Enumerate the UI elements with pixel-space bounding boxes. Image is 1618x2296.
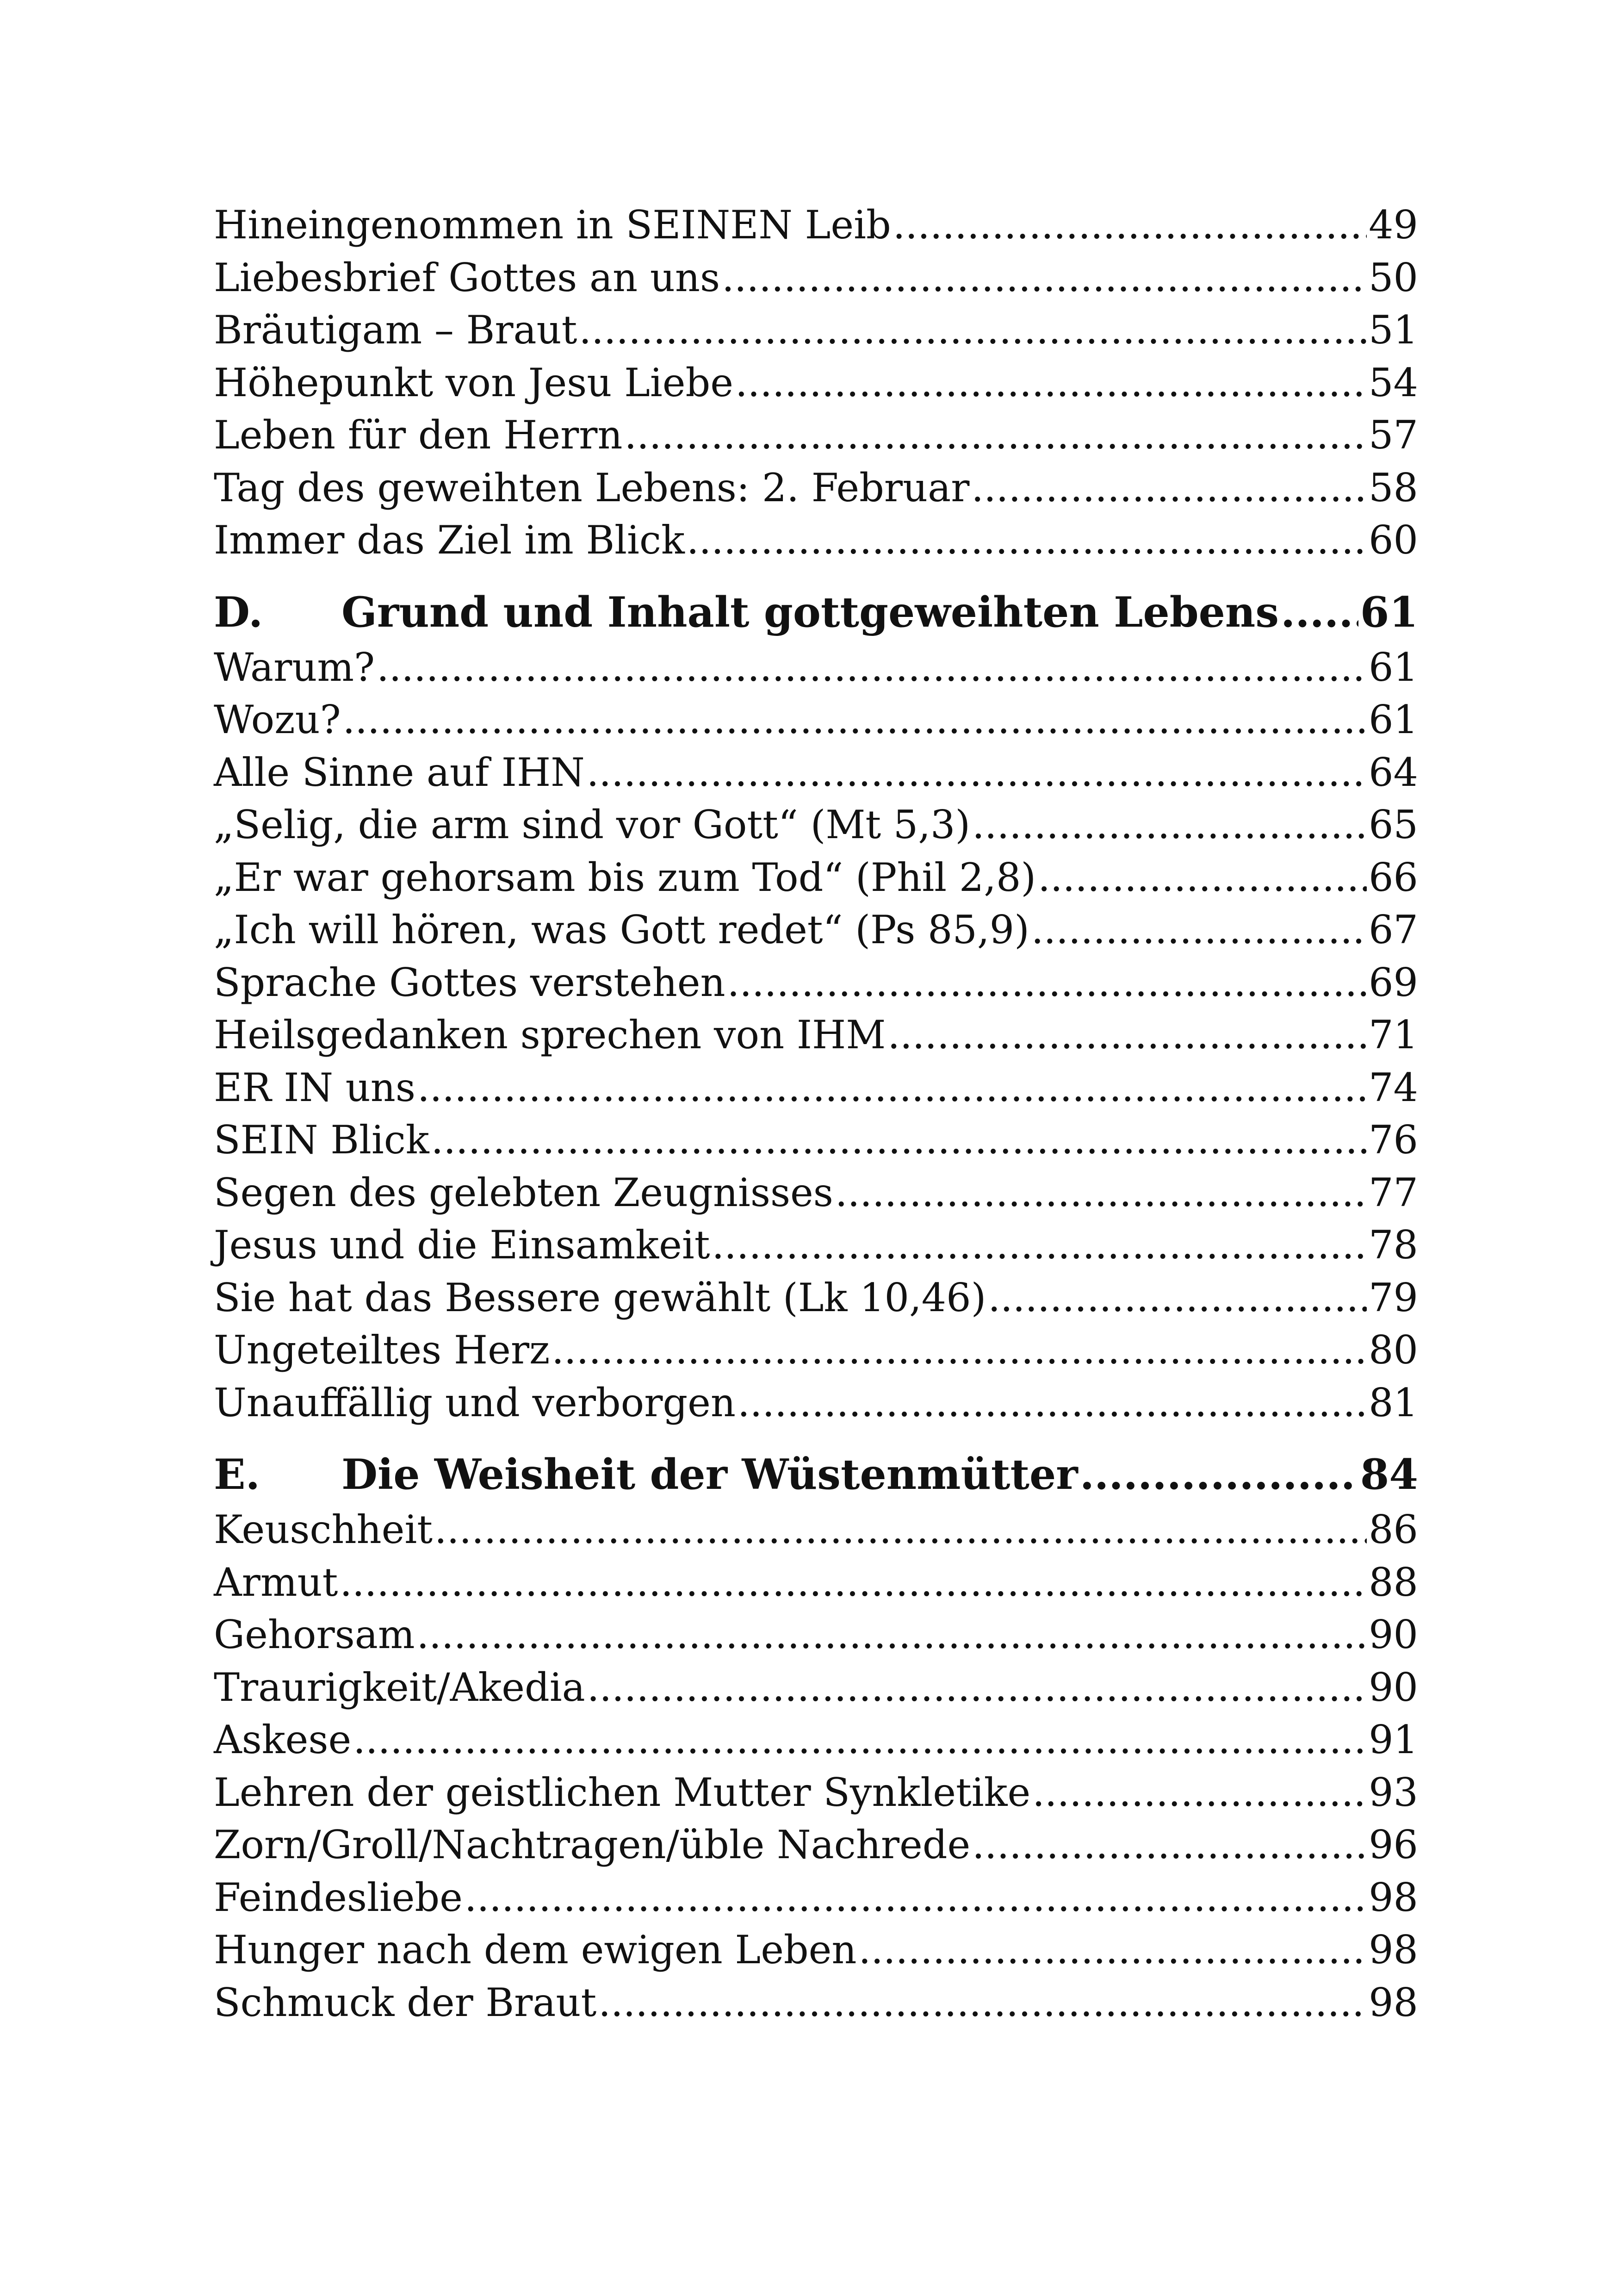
toc-dot-leader — [624, 409, 1367, 462]
toc-dot-leader — [722, 252, 1367, 305]
toc-entry-page: 76 — [1369, 1117, 1418, 1163]
toc-entry — [214, 904, 1418, 957]
toc-entry-page: 74 — [1369, 1064, 1418, 1110]
toc-entry-title: Ungeteiltes Herz — [214, 1327, 550, 1373]
section-title: Grund und Inhalt gottgeweihten Lebens — [341, 587, 1279, 637]
toc-entry-page: 50 — [1369, 255, 1418, 300]
toc-dot-leader — [1031, 904, 1367, 957]
toc-dot-leader — [465, 1872, 1367, 1924]
toc-entry-page: 78 — [1369, 1222, 1418, 1268]
toc-entry — [214, 1167, 1418, 1220]
toc-entry-page: 93 — [1369, 1769, 1418, 1815]
toc-entry-title: Traurigkeit/Akedia — [214, 1664, 585, 1710]
toc-entry-title: Alle Sinne auf IHN — [214, 749, 585, 795]
toc-dot-leader — [859, 1924, 1367, 1977]
toc-entry — [214, 252, 1418, 305]
toc-dot-leader — [598, 1977, 1367, 2029]
toc-entry — [214, 1714, 1418, 1767]
toc-entry — [214, 1819, 1418, 1872]
toc-entry — [214, 1272, 1418, 1325]
toc-entry-title: „Ich will hören, was Gott redet“ (Ps 85,9) — [214, 907, 1029, 952]
toc-entry-title: Lehren der geistlichen Mutter Synkletike — [214, 1769, 1031, 1815]
toc-entry — [214, 409, 1418, 462]
toc-dot-leader — [417, 1062, 1367, 1114]
toc-entry-title: Tag des geweihten Lebens: 2. Februar — [214, 465, 970, 510]
section-letter: E. — [214, 1450, 260, 1499]
toc-entry-page: 51 — [1369, 307, 1418, 353]
toc-dot-leader — [1281, 584, 1358, 641]
toc-entry — [214, 747, 1418, 799]
toc-entry-page: 69 — [1369, 959, 1418, 1005]
section-title: Die Weisheit der Wüstenmütter — [341, 1450, 1078, 1499]
toc-entry-title: Schmuck der Braut — [214, 1979, 597, 2025]
toc-entry — [214, 357, 1418, 410]
toc-entry — [214, 799, 1418, 852]
toc-dot-leader — [727, 957, 1367, 1009]
toc-entry — [214, 304, 1418, 357]
toc-entry-page: 79 — [1369, 1275, 1418, 1320]
toc-dot-leader — [893, 199, 1367, 252]
toc-entry-title: Immer das Ziel im Blick — [214, 517, 685, 563]
toc-entry-title: Hunger nach dem ewigen Leben — [214, 1927, 857, 1972]
toc-entry — [214, 694, 1418, 747]
toc-entry-title: Höhepunkt von Jesu Liebe — [214, 360, 733, 405]
toc-dot-leader — [1032, 1767, 1367, 1819]
toc-dot-leader — [712, 1219, 1367, 1272]
toc-dot-leader — [972, 799, 1367, 852]
toc-entry-page: 66 — [1369, 854, 1418, 900]
toc-entry-page: 64 — [1369, 749, 1418, 795]
toc-entry-page: 88 — [1369, 1559, 1418, 1605]
toc-entry — [214, 1324, 1418, 1377]
toc-entry — [214, 641, 1418, 694]
toc-entry-title: Hineingenommen in SEINEN Leib — [214, 202, 891, 248]
toc-entry-title: ER IN uns — [214, 1064, 415, 1110]
toc-dot-leader — [377, 641, 1367, 694]
toc-entry-page: 61 — [1369, 644, 1418, 690]
toc-dot-leader — [972, 1819, 1367, 1872]
toc-entry-title: Bräutigam – Braut — [214, 307, 577, 353]
toc-entry — [214, 1924, 1418, 1977]
toc-dot-leader — [431, 1114, 1367, 1167]
toc-entry-page: 96 — [1369, 1822, 1418, 1867]
toc-dot-leader — [343, 694, 1367, 747]
toc-entry-title: Wozu? — [214, 697, 341, 742]
toc-entry-title: Heilsgedanken sprechen von IHM — [214, 1012, 886, 1058]
toc-entry — [214, 1504, 1418, 1556]
toc-entry-title: Feindesliebe — [214, 1874, 463, 1920]
toc-entry-page: 81 — [1369, 1380, 1418, 1425]
table-of-contents — [214, 199, 1418, 2029]
toc-entry-page: 67 — [1369, 907, 1418, 952]
toc-dot-leader — [835, 1167, 1367, 1220]
toc-entry-title: Unauffällig und verborgen — [214, 1380, 736, 1425]
toc-entry-title: Sprache Gottes verstehen — [214, 959, 725, 1005]
toc-entry — [214, 852, 1418, 904]
toc-entry-title: „Er war gehorsam bis zum Tod“ (Phil 2,8) — [214, 854, 1036, 900]
toc-entry — [214, 1556, 1418, 1609]
toc-entry-title: Leben für den Herrn — [214, 412, 623, 458]
toc-entry-page: 71 — [1369, 1012, 1418, 1058]
toc-entry-title: Zorn/Groll/Nachtragen/üble Nachrede — [214, 1822, 971, 1867]
toc-entry-title: Warum? — [214, 644, 375, 690]
toc-entry — [214, 1872, 1418, 1924]
toc-entry-page: 54 — [1369, 360, 1418, 405]
toc-entry — [214, 1767, 1418, 1819]
toc-entry-page: 49 — [1369, 202, 1418, 248]
toc-entry-title: Askese — [214, 1717, 352, 1762]
toc-entry-page: 61 — [1369, 697, 1418, 742]
toc-entry-page: 98 — [1369, 1874, 1418, 1920]
toc-entry — [214, 514, 1418, 567]
toc-entry — [214, 199, 1418, 252]
toc-entry-page: 90 — [1369, 1612, 1418, 1657]
toc-entry — [214, 1009, 1418, 1062]
toc-dot-leader — [587, 747, 1367, 799]
toc-dot-leader — [988, 1272, 1367, 1325]
toc-entry — [214, 1219, 1418, 1272]
toc-entry-page: 98 — [1369, 1979, 1418, 2025]
toc-dot-leader — [587, 1661, 1367, 1714]
toc-entry-title: „Selig, die arm sind vor Gott“ (Mt 5,3) — [214, 802, 971, 847]
toc-dot-leader — [340, 1556, 1367, 1609]
toc-entry-page: 58 — [1369, 465, 1418, 510]
toc-entry-page: 60 — [1369, 517, 1418, 563]
toc-entry-title: Keuschheit — [214, 1507, 433, 1552]
toc-entry-page: 77 — [1369, 1170, 1418, 1215]
toc-dot-leader — [1080, 1446, 1358, 1504]
toc-entry-title: SEIN Blick — [214, 1117, 429, 1163]
toc-entry — [214, 462, 1418, 515]
toc-dot-leader — [353, 1714, 1367, 1767]
toc-dot-leader — [735, 357, 1367, 410]
toc-entry-page: 80 — [1369, 1327, 1418, 1373]
toc-entry — [214, 957, 1418, 1009]
toc-dot-leader — [971, 462, 1367, 515]
toc-dot-leader — [1038, 852, 1367, 904]
toc-dot-leader — [887, 1009, 1367, 1062]
toc-dot-leader — [738, 1377, 1367, 1430]
toc-entry-title: Segen des gelebten Zeugnisses — [214, 1170, 833, 1215]
toc-dot-leader — [687, 514, 1367, 567]
section-page: 61 — [1360, 587, 1418, 637]
toc-entry-title: Sie hat das Bessere gewählt (Lk 10,46) — [214, 1275, 986, 1320]
section-page: 84 — [1360, 1450, 1418, 1499]
toc-entry-page: 57 — [1369, 412, 1418, 458]
toc-dot-leader — [579, 304, 1367, 357]
toc-entry — [214, 1377, 1418, 1430]
section-letter: D. — [214, 587, 263, 637]
toc-entry-page: 98 — [1369, 1927, 1418, 1972]
toc-entry-page: 86 — [1369, 1507, 1418, 1552]
toc-section-heading-e — [214, 1446, 1418, 1504]
toc-entry-title: Gehorsam — [214, 1612, 415, 1657]
toc-entry-title: Armut — [214, 1559, 338, 1605]
toc-entry — [214, 1661, 1418, 1714]
toc-entry — [214, 1609, 1418, 1661]
toc-entry — [214, 1977, 1418, 2029]
toc-entry — [214, 1114, 1418, 1167]
toc-entry-page: 65 — [1369, 802, 1418, 847]
toc-entry-title: Liebesbrief Gottes an uns — [214, 255, 720, 300]
toc-dot-leader — [552, 1324, 1367, 1377]
toc-entry-title: Jesus und die Einsamkeit — [214, 1222, 710, 1268]
toc-entry — [214, 1062, 1418, 1114]
toc-dot-leader — [434, 1504, 1367, 1556]
toc-dot-leader — [416, 1609, 1367, 1661]
toc-entry-page: 90 — [1369, 1664, 1418, 1710]
toc-entry-page: 91 — [1369, 1717, 1418, 1762]
toc-section-heading-d — [214, 584, 1418, 641]
